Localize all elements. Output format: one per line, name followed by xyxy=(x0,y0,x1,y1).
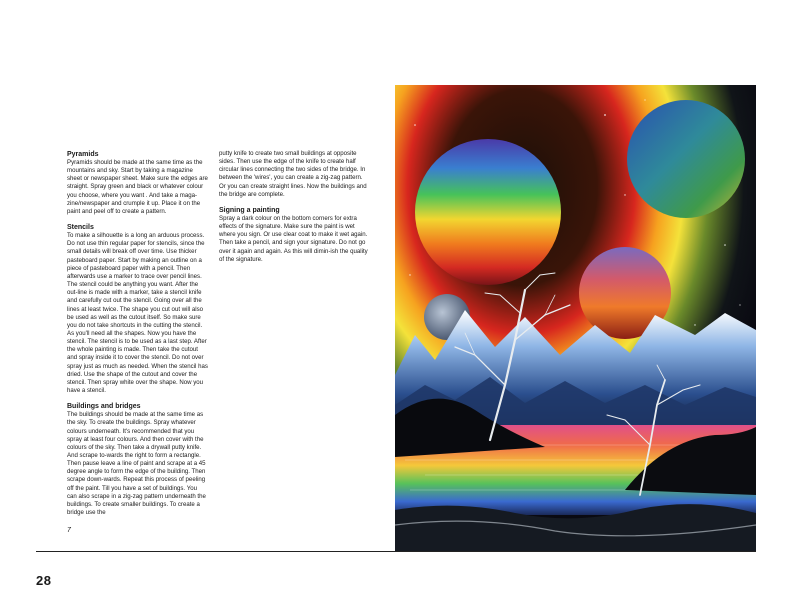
section-body-stencils: To make a silhouette is a long an arduous process. Do not use thin regular paper for stencils, since the small details will break off over time. Use thicker pasteboard paper. Start by making an outline on a piece of pasteboard paper with a pencil. Then afterwards use a marker to trace over pencil lines. The stencil could be anything you want. After the out-line is made with a marker, take a stencil knife and carefully cut out the stencil. Going over all the lines at least twice. The shape you cut out will also be used as well as the cutout itself. So make sure you do not take shortcuts in the cutting the stencil. As you'll need all the shapes. Now you have the stencil. The stencil is to be used as a last step. After the whole painting is made. Then take the cutout and spray inside it to cover the stencil. Do not over spray just as much as needed. When the stencil has dried. Use the shape of the cutout and cover the stencil. Then spray white over the shape. Now you have a stencil. xyxy=(67,232,208,395)
section-body-buildings: The buildings should be made at the same time as the sky. To create the buildings. Spray whatever colours underneath. It's recommended that you spray at least four colours. And then cover with the colours of the sky. Then take a drywall putty knife. And scrape to-wards the right to form a rectangle. Then pause leave a line of paint and scrape at a 45 degree angle to form the edge of the building. Then scrape down-wards. Repeat this process of peeling off the paint. Till you have a set of buildings. You can also scrape in a zig-zag pattern underneath the buildings. To create smaller buildings. To create a bridge use the xyxy=(67,411,206,517)
section-heading-pyramids: Pyramids xyxy=(67,151,99,158)
section-body-pyramids: Pyramids should be made at the same time as the mountains and sky. Start by taking a magazine sheet or newspaper sheet. Make sure the edges are straight. Spray green and black or whatever colour you choose, where you want . And take a maga-zine/newspaper and crumple it up. Place it on the paint and peel off to create a pattern. xyxy=(67,159,208,215)
section-heading-stencils: Stencils xyxy=(67,224,94,232)
section-heading-signing: Signing a painting xyxy=(219,206,280,214)
section-heading-buildings: Buildings and bridges xyxy=(67,403,141,411)
page-number: 28 xyxy=(36,573,52,588)
footer-rule xyxy=(36,551,756,552)
section-body-signing: Spray a dark colour on the bottom corners for extra effects of the signature. Make sure the paint is wet where you sign. Or use clear coat to make it wet again. Then take a pencil, and sign your signature. Do not go over it again and again. As this will dimin-ish the quality of the signature. xyxy=(219,214,368,263)
page-marker: 7 xyxy=(67,527,71,534)
left-text-column xyxy=(67,150,208,524)
space-painting-image xyxy=(395,85,756,551)
buildings-continuation: putty knife to create two small buildings at opposite sides. Then use the edge of the knife to create half circular lines connecting the two sides of the bridge. In between the 'wires', you can create a zig-zag pattern. Or you can create straight lines. Now the buildings and the bridge are complete. xyxy=(219,150,367,198)
right-text-column xyxy=(219,150,369,271)
